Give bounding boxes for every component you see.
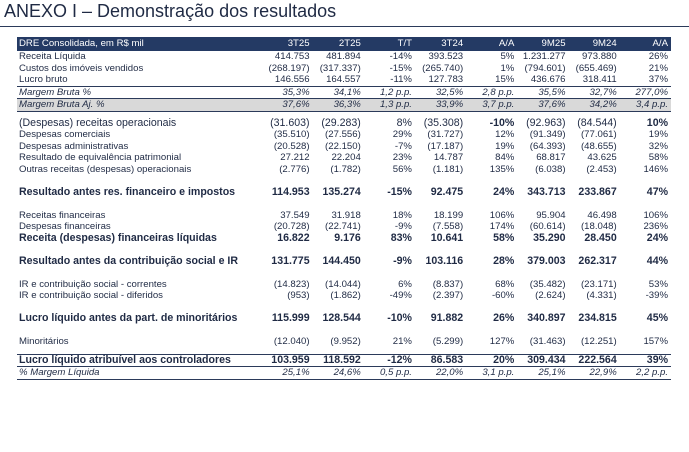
row-value: (12.251): [580, 336, 617, 347]
row-value: 27.212: [280, 152, 310, 163]
row-value: 58%: [648, 152, 668, 163]
row-value: 146%: [643, 163, 668, 175]
row-label: Lucro bruto: [19, 74, 68, 85]
row-value: (5.299): [432, 336, 464, 347]
row-value: 1%: [500, 62, 515, 74]
income-statement-table: [17, 37, 671, 380]
table-row: [17, 336, 671, 348]
row-value: -60%: [491, 290, 515, 301]
table-row: [17, 74, 671, 86]
row-value: (20.528): [273, 140, 310, 152]
row-label: Outras receitas (despesas) operacionais: [19, 163, 192, 175]
row-value: 436.676: [530, 74, 566, 85]
row-value: 46.498: [587, 209, 617, 221]
table-row: [17, 313, 671, 325]
row-value: (35.482): [529, 278, 566, 290]
table-row: [17, 141, 671, 153]
row-value: 37,6%: [517, 99, 568, 112]
row-value: 68.817: [536, 152, 566, 163]
row-value: 28%: [493, 255, 515, 267]
row-value: 35,5%: [517, 86, 568, 99]
row-value: 2,8 p.p.: [466, 86, 517, 99]
row-value: 56%: [392, 163, 412, 175]
row-value: 37.549: [280, 209, 310, 221]
row-value: (2.397): [432, 290, 464, 301]
row-label: Despesas administrativas: [19, 140, 129, 152]
table-row: [17, 233, 671, 245]
row-value: -15%: [389, 62, 412, 74]
table-row: [17, 256, 671, 268]
row-value: 19%: [648, 129, 668, 140]
row-value: 25,1%: [261, 367, 312, 380]
row-value: 146.556: [274, 74, 310, 85]
row-value: 15%: [495, 74, 515, 85]
page-title: ANEXO I – Demonstração dos resultados: [4, 1, 337, 21]
row-value: 34,2%: [569, 99, 620, 112]
row-value: (23.171): [580, 278, 617, 290]
header-cell: A/A: [466, 37, 517, 51]
header-cell: 3T25: [261, 37, 312, 51]
row-value: 393.523: [428, 51, 464, 62]
row-label: Lucro líquido antes da part. de minoritários: [19, 313, 238, 324]
row-value: 135.274: [322, 186, 361, 198]
header-cell: T/T: [364, 37, 415, 51]
row-value: 26%: [493, 313, 515, 324]
row-value: (91.349): [529, 129, 566, 140]
row-label: Margem Bruta Aj. %: [17, 99, 261, 112]
spacer-row: [17, 325, 671, 337]
row-value: 222.564: [569, 354, 620, 367]
spacer-row: [17, 302, 671, 314]
row-label: Resultado antes da contribuição social e IR: [19, 255, 238, 267]
row-value: 28.450: [584, 232, 617, 244]
row-value: 33,9%: [415, 99, 466, 112]
row-value: (20.728): [273, 221, 310, 232]
row-label: Resultado antes res. financeiro e impostos: [19, 186, 236, 198]
row-value: -12%: [364, 354, 415, 367]
row-label: Minoritários: [19, 336, 69, 347]
row-label: Resultado de equivalência patrimonial: [19, 152, 182, 163]
row-value: 36,3%: [313, 99, 364, 112]
row-value: 24%: [646, 232, 668, 244]
row-value: 1,2 p.p.: [364, 86, 415, 99]
row-value: (48.655): [580, 140, 617, 152]
spacer-row: [17, 244, 671, 256]
row-value: (29.283): [321, 117, 361, 129]
row-value: 118.592: [313, 354, 364, 367]
row-value: 45%: [646, 313, 668, 324]
table-row: [17, 118, 671, 130]
row-value: 481.894: [326, 51, 361, 62]
row-value: 44%: [646, 255, 668, 267]
row-label: IR e contribuição social - correntes: [19, 278, 167, 290]
row-value: -15%: [387, 186, 412, 198]
row-value: 106%: [489, 209, 515, 221]
row-value: 144.450: [322, 255, 361, 267]
row-label: Margem Bruta %: [17, 86, 261, 99]
table-row: [17, 279, 671, 291]
row-value: 157%: [643, 336, 668, 347]
row-value: 22.204: [331, 152, 361, 163]
row-value: -11%: [390, 74, 412, 85]
row-value: 277,0%: [620, 86, 671, 99]
row-value: 8%: [396, 117, 412, 129]
table-row: [17, 187, 671, 199]
table-row: [17, 367, 671, 380]
row-label: Custos dos imóveis vendidos: [19, 62, 144, 74]
row-value: 2,2 p.p.: [620, 367, 671, 380]
row-label: (Despesas) receitas operacionais: [19, 117, 177, 129]
row-value: 31.918: [331, 209, 361, 221]
row-value: 19%: [495, 140, 515, 152]
row-value: 18%: [392, 209, 412, 221]
row-value: 14.787: [433, 152, 464, 163]
row-value: 83%: [390, 232, 412, 244]
row-value: 3,7 p.p.: [466, 99, 517, 112]
row-value: 29%: [392, 129, 412, 140]
row-value: (953): [287, 290, 310, 301]
row-value: 106%: [643, 209, 668, 221]
row-value: 35.290: [533, 232, 566, 244]
table-row: [17, 51, 671, 63]
row-value: 32%: [648, 140, 668, 152]
row-value: 0,5 p.p.: [364, 367, 415, 380]
row-value: (60.614): [529, 221, 566, 232]
row-value: 43.625: [587, 152, 617, 163]
row-value: (35.308): [423, 117, 464, 129]
row-value: 16.822: [277, 232, 310, 244]
table-row: [17, 290, 671, 302]
row-value: 973.880: [582, 51, 617, 62]
row-value: 32,5%: [415, 86, 466, 99]
row-value: 414.753: [274, 51, 310, 62]
row-value: 32,7%: [569, 86, 620, 99]
table-row: [17, 221, 671, 233]
row-value: (8.837): [432, 278, 464, 290]
table-row: [17, 354, 671, 367]
row-value: 10.641: [430, 232, 464, 244]
row-value: 103.116: [425, 255, 464, 267]
row-value: -10%: [387, 313, 412, 324]
row-label: Despesas comerciais: [19, 129, 111, 140]
spacer-row: [17, 267, 671, 279]
row-value: (27.556): [325, 129, 361, 140]
row-value: (14.044): [325, 278, 361, 290]
row-value: 68%: [495, 278, 515, 290]
row-label: Receita (despesas) financeiras líquidas: [19, 232, 217, 244]
row-label: Despesas financeiras: [19, 221, 111, 232]
row-value: -14%: [389, 51, 412, 62]
title-divider: [0, 26, 689, 27]
row-value: 1,3 p.p.: [364, 99, 415, 112]
row-value: -7%: [394, 140, 412, 152]
row-value: (14.823): [273, 278, 310, 290]
row-value: (12.040): [273, 336, 310, 347]
row-value: -9%: [394, 221, 412, 232]
row-value: 127.783: [428, 74, 464, 85]
row-value: 95.904: [536, 209, 566, 221]
row-value: (655.469): [575, 62, 617, 74]
row-value: 309.434: [517, 354, 568, 367]
row-value: (22.741): [325, 221, 361, 232]
row-value: (2.624): [535, 290, 566, 301]
row-value: 47%: [646, 186, 668, 198]
row-value: (6.038): [535, 163, 566, 175]
row-value: (9.952): [330, 336, 361, 347]
row-value: 18.199: [433, 209, 464, 221]
row-label: Receitas financeiras: [19, 209, 106, 221]
row-value: 340.897: [527, 313, 566, 324]
row-value: (265.740): [422, 62, 464, 74]
row-value: 9.176: [334, 232, 361, 244]
row-value: (1.181): [432, 163, 464, 175]
row-value: (64.393): [529, 140, 566, 152]
row-value: 21%: [392, 336, 412, 347]
row-value: -9%: [393, 255, 412, 267]
table-row: [17, 63, 671, 75]
row-value: 343.713: [527, 186, 566, 198]
row-value: 127%: [489, 336, 515, 347]
row-value: 6%: [398, 278, 412, 290]
row-value: 114.953: [271, 186, 310, 198]
row-value: 5%: [500, 51, 515, 62]
row-value: -39%: [645, 290, 668, 301]
table-header-row: [17, 37, 671, 51]
row-value: 24,6%: [313, 367, 364, 380]
row-value: 20%: [466, 354, 517, 367]
header-cell: 9M25: [517, 37, 568, 51]
row-label: Receita Líquida: [19, 51, 86, 62]
row-value: (2.776): [279, 163, 310, 175]
row-value: (7.558): [432, 221, 464, 232]
row-value: (22.150): [325, 140, 361, 152]
row-value: (794.601): [524, 62, 566, 74]
table-row: [17, 99, 671, 112]
row-value: 234.815: [578, 313, 617, 324]
row-value: -49%: [389, 290, 412, 301]
row-value: 39%: [620, 354, 671, 367]
row-value: 26%: [648, 51, 668, 62]
row-value: 115.999: [271, 313, 310, 324]
row-value: 92.475: [430, 186, 464, 198]
row-value: 131.775: [271, 255, 310, 267]
row-value: (1.782): [330, 163, 361, 175]
table-row: [17, 152, 671, 164]
row-value: 1.231.277: [522, 51, 566, 62]
row-value: (31.727): [427, 129, 464, 140]
table-row: [17, 86, 671, 99]
row-value: 35,3%: [261, 86, 312, 99]
header-cell: 2T25: [313, 37, 364, 51]
row-label: Lucro líquido atribuível aos controladores: [17, 354, 261, 367]
row-value: (17.187): [427, 140, 464, 152]
table-row: [17, 210, 671, 222]
row-value: 25,1%: [517, 367, 568, 380]
row-value: 23%: [392, 152, 412, 163]
row-value: 174%: [489, 221, 515, 232]
row-label: % Margem Líquida: [17, 367, 261, 380]
row-value: (77.061): [580, 129, 617, 140]
row-value: 236%: [643, 221, 668, 232]
row-value: 37,6%: [261, 99, 312, 112]
row-value: 103.959: [261, 354, 312, 367]
row-value: -10%: [489, 117, 515, 129]
row-value: (84.544): [577, 117, 617, 129]
row-value: 22,0%: [415, 367, 466, 380]
row-value: 22,9%: [569, 367, 620, 380]
row-value: (317.337): [319, 62, 361, 74]
row-value: 84%: [495, 152, 515, 163]
spacer-row: [17, 198, 671, 210]
row-value: 262.317: [578, 255, 617, 267]
table-row: [17, 129, 671, 141]
row-value: (4.331): [586, 290, 617, 301]
row-value: 21%: [648, 62, 668, 74]
row-value: 53%: [648, 278, 668, 290]
row-value: (35.510): [273, 129, 310, 140]
row-value: (31.463): [529, 336, 566, 347]
row-value: 164.557: [326, 74, 361, 85]
row-label: IR e contribuição social - diferidos: [19, 290, 163, 301]
header-cell: A/A: [620, 37, 671, 51]
row-value: 12%: [495, 129, 515, 140]
row-value: 58%: [493, 232, 515, 244]
row-value: (1.862): [330, 290, 361, 301]
row-value: 37%: [648, 74, 668, 85]
header-cell: 3T24: [415, 37, 466, 51]
row-value: 128.544: [322, 313, 361, 324]
spacer-row: [17, 175, 671, 187]
row-value: 3,1 p.p.: [466, 367, 517, 380]
row-value: 379.003: [527, 255, 566, 267]
row-value: (92.963): [526, 117, 566, 129]
row-value: 318.411: [582, 74, 617, 85]
table-row: [17, 164, 671, 176]
header-label: DRE Consolidada, em R$ mil: [17, 37, 261, 51]
header-cell: 9M24: [569, 37, 620, 51]
row-value: (2.453): [586, 163, 617, 175]
row-value: 91.882: [430, 313, 464, 324]
row-value: 10%: [646, 117, 668, 129]
row-value: (31.603): [270, 117, 310, 129]
row-value: 86.583: [415, 354, 466, 367]
row-value: 3,4 p.p.: [620, 99, 671, 112]
row-value: (18.048): [580, 221, 617, 232]
row-value: 24%: [493, 186, 515, 198]
row-value: 34,1%: [313, 86, 364, 99]
row-value: (268.197): [268, 62, 310, 74]
row-value: 233.867: [578, 186, 617, 198]
row-value: 135%: [489, 163, 515, 175]
